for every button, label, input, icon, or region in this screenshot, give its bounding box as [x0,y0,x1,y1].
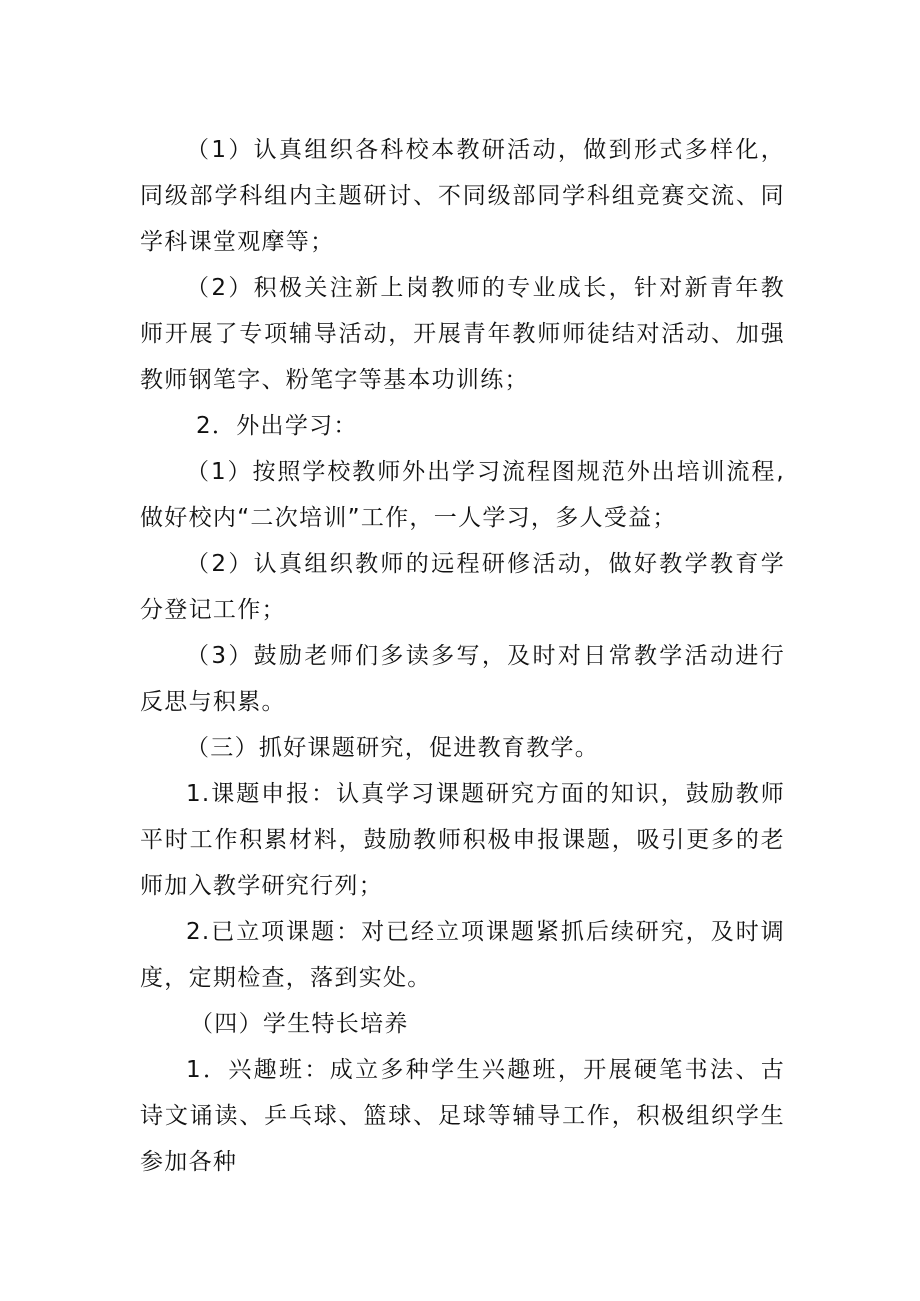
section-heading-outside-study: 2．外出学习： [196,413,358,439]
paragraph-8: 1．兴趣班：成立多种学生兴趣班，开展硬笔书法、古诗文诵读、乒乓球、篮球、足球等辅导工作，积极组织学生参加各种 [140,1057,785,1175]
paragraph-4: （2）认真组织教师的远程研修活动，做好教学教育学分登记工作； [140,551,785,623]
paragraph-6: 1.课题申报：认真学习课题研究方面的知识，鼓励教师平时工作积累材料，鼓励教师积极申报课题，吸引更多的老师加入教学研究行列； [140,781,785,899]
paragraph-3: （1）按照学校教师外出学习流程图规范外出培训流程,做好校内“二次培训”工作，一人学习，多人受益； [140,459,785,531]
section-heading-research: （三）抓好课题研究，促进教育教学。 [186,735,600,761]
paragraph-7: 2.已立项课题：对已经立项课题紧抓后续研究，及时调度，定期检查，落到实处。 [140,919,785,991]
paragraph-1: （1）认真组织各科校本教研活动，做到形式多样化，同级部学科组内主题研讨、不同级部同学科组竞赛交流、同学科课堂观摩等； [140,137,785,255]
section-heading-student-talent: （四）学生特长培养 [190,1011,409,1037]
paragraph-2: （2）积极关注新上岗教师的专业成长，针对新青年教师开展了专项辅导活动，开展青年教师师徒结对活动、加强教师钢笔字、粉笔字等基本功训练； [140,275,785,393]
paragraph-5: （3）鼓励老师们多读多写，及时对日常教学活动进行反思与积累。 [140,643,785,715]
